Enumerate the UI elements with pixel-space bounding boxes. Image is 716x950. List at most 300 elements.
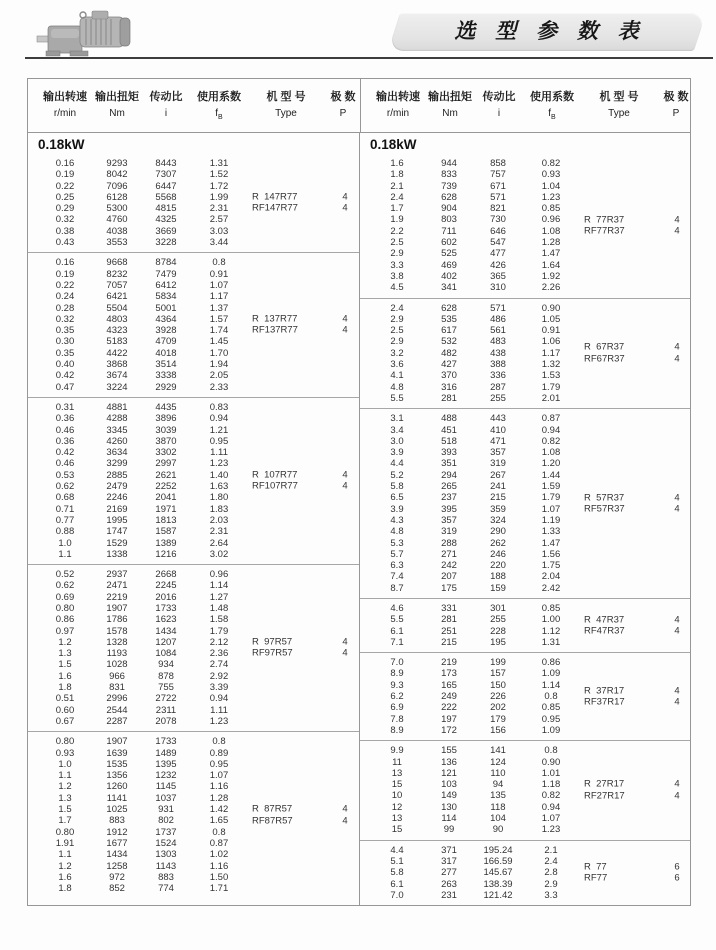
value-cell: 1.06 (541, 336, 561, 348)
value-cell: 15 (391, 779, 403, 791)
value-cell: 1489 (155, 747, 177, 759)
value-cell: 1.08 (541, 447, 561, 459)
value-cell: 3.44 (209, 237, 229, 249)
value-cell: 0.47 (55, 381, 75, 393)
value-cell: 114 (441, 813, 457, 825)
table-row (36, 849, 359, 860)
model-block (360, 652, 690, 740)
table-row (368, 382, 690, 393)
value-cell: 2.26 (541, 282, 561, 294)
value-cell: 1.1 (58, 849, 72, 861)
value-cell: 6447 (155, 180, 177, 192)
value-cell: 8784 (155, 257, 177, 269)
value-cell: 1434 (155, 625, 177, 637)
value-cell: 0.51 (55, 693, 75, 705)
value-cell: 231 (441, 889, 457, 901)
value-cell: 267 (490, 469, 506, 481)
value-cell: 4288 (106, 413, 128, 425)
value-cell: 141 (490, 745, 506, 757)
value-cell: 1141 (106, 792, 128, 804)
table-row (36, 348, 359, 359)
value-cell: 0.32 (55, 214, 75, 226)
value-cell: 3674 (106, 370, 128, 382)
value-cell: 0.96 (209, 569, 229, 581)
value-cell: 4.1 (390, 370, 404, 382)
column-header-cn: 机 型 号 (266, 91, 306, 103)
table-row (36, 614, 359, 625)
value-cell: 2.4 (390, 191, 404, 203)
table-header-right (360, 79, 693, 132)
value-cell: 3.2 (390, 347, 404, 359)
value-cell: 0.77 (55, 514, 75, 526)
value-cell: 1535 (106, 758, 128, 770)
table-row (368, 248, 690, 259)
value-cell: 535 (441, 313, 457, 325)
pole-count: 4 4 (342, 469, 348, 493)
table-row (368, 657, 690, 668)
value-cell: 0.19 (55, 268, 75, 280)
column-header-unit: $f_B$ (215, 108, 223, 121)
value-cell: 195.24 (483, 844, 513, 856)
value-cell: 6128 (106, 191, 128, 203)
model-type: R 67R37 RF67R37 (584, 342, 625, 365)
value-cell: 1037 (155, 792, 177, 804)
value-cell: 1.80 (209, 492, 229, 504)
value-cell: 1303 (155, 849, 177, 861)
column-header-cn: 使用系数 (197, 91, 241, 103)
column-header (246, 88, 326, 121)
table-row (368, 370, 690, 381)
model-block (28, 154, 359, 252)
value-cell: 4.8 (390, 381, 404, 393)
value-cell: 2668 (155, 569, 177, 581)
table-row (368, 614, 690, 625)
pole-count: 6 6 (674, 861, 680, 884)
value-cell: 3.9 (390, 447, 404, 459)
value-cell: 0.94 (209, 693, 229, 705)
value-cell: 426 (490, 259, 506, 271)
value-cell: 1.23 (209, 715, 229, 727)
value-cell: 477 (490, 248, 506, 260)
value-cell: 2.31 (209, 203, 229, 215)
value-cell: 4435 (155, 401, 177, 413)
value-cell: 1395 (155, 758, 177, 770)
value-cell: 7096 (106, 180, 128, 192)
table-row (36, 759, 359, 770)
value-cell: 0.31 (55, 401, 75, 413)
value-cell: 1.8 (58, 682, 72, 694)
table-body (28, 133, 690, 906)
column-header-unit: $f_B$ (548, 108, 556, 121)
value-cell: 179 (490, 713, 506, 725)
value-cell: 4422 (106, 347, 128, 359)
value-cell: 1.08 (541, 225, 561, 237)
value-cell: 0.82 (541, 790, 561, 802)
value-cell: 2.1 (544, 844, 558, 856)
table-row (36, 569, 359, 580)
value-cell: 1.47 (541, 537, 561, 549)
table-row (368, 560, 690, 571)
value-cell: 251 (441, 625, 457, 637)
value-cell: 1143 (155, 860, 177, 872)
value-cell: 2.8 (544, 867, 558, 879)
value-cell: 4364 (155, 313, 177, 325)
value-cell: 2.33 (209, 381, 229, 393)
pole-count: 4 4 (342, 313, 348, 337)
value-cell: 488 (441, 413, 457, 425)
value-cell: 858 (490, 158, 506, 169)
value-cell: 0.62 (55, 580, 75, 592)
table-row (368, 282, 690, 293)
table-row (36, 237, 359, 248)
table-row (36, 705, 359, 716)
value-cell: 2.4 (544, 855, 558, 867)
value-cell: 281 (441, 614, 457, 626)
value-cell: 4709 (155, 336, 177, 348)
value-cell: 1578 (106, 625, 128, 637)
value-cell: 471 (490, 435, 506, 447)
value-cell: 2.92 (209, 670, 229, 682)
value-cell: 1.92 (541, 270, 561, 282)
value-cell: 7057 (106, 279, 128, 291)
value-cell: 6.9 (390, 702, 404, 714)
table-row (36, 492, 359, 503)
value-cell: 6421 (106, 291, 128, 303)
value-cell: 4.3 (390, 514, 404, 526)
value-cell: 0.94 (209, 413, 229, 425)
value-cell: 1.07 (209, 770, 229, 782)
table-row (368, 271, 690, 282)
value-cell: 2.9 (390, 248, 404, 260)
value-cell: 1207 (155, 636, 177, 648)
value-cell: 878 (158, 670, 174, 682)
value-cell: 331 (441, 602, 457, 614)
page-title-banner (394, 13, 700, 51)
table-row (36, 169, 359, 180)
value-cell: 135 (490, 790, 506, 802)
value-cell: 5.8 (390, 867, 404, 879)
table-row (368, 158, 690, 169)
column-header-unit: i (497, 108, 501, 119)
value-cell: 3634 (106, 447, 128, 459)
value-cell: 8042 (106, 169, 128, 181)
column-header (140, 88, 192, 121)
value-cell: 3.8 (390, 270, 404, 282)
value-cell: 3669 (155, 225, 177, 237)
column-header-cn: 机 型 号 (599, 91, 639, 103)
value-cell: 831 (109, 682, 125, 694)
value-cell: 3514 (155, 359, 177, 371)
value-cell: 1.83 (209, 503, 229, 515)
value-cell: 173 (441, 668, 457, 680)
value-cell: 3302 (155, 447, 177, 459)
value-cell: 0.42 (55, 370, 75, 382)
value-cell: 1193 (106, 648, 128, 660)
value-cell: 1.11 (210, 447, 228, 459)
table-header-left (28, 79, 360, 132)
table-row (368, 702, 690, 713)
column-header (525, 88, 579, 121)
value-cell: 1.07 (541, 813, 561, 825)
table-row (368, 538, 690, 549)
value-cell: 2.05 (209, 370, 229, 382)
value-cell: 2.2 (390, 225, 404, 237)
value-cell: 2479 (106, 481, 128, 493)
value-cell: 5.5 (390, 614, 404, 626)
value-cell: 1.5 (58, 659, 72, 671)
value-cell: 290 (490, 526, 506, 538)
value-cell: 1028 (106, 659, 128, 671)
value-cell: 4260 (106, 435, 128, 447)
value-cell: 0.80 (55, 826, 75, 838)
value-cell: 0.30 (55, 336, 75, 348)
value-cell: 1.58 (209, 614, 229, 626)
value-cell: 1.72 (209, 180, 229, 192)
value-cell: 1.1 (58, 548, 72, 560)
value-cell: 730 (490, 214, 506, 226)
value-cell: 0.95 (541, 713, 561, 725)
value-cell: 0.22 (55, 180, 75, 192)
value-cell: 3.9 (390, 503, 404, 515)
value-cell: 1.1 (58, 770, 72, 782)
value-cell: 1.7 (58, 815, 72, 827)
value-cell: 7.4 (390, 571, 404, 583)
value-cell: 1.07 (541, 503, 561, 515)
table-row (368, 626, 690, 637)
value-cell: 124 (490, 756, 506, 768)
value-cell: 1.05 (541, 313, 561, 325)
value-cell: 2929 (155, 381, 177, 393)
value-cell: 121 (441, 767, 457, 779)
value-cell: 5300 (106, 203, 128, 215)
value-cell: 0.95 (209, 758, 229, 770)
value-cell: 15 (391, 824, 403, 836)
column-header-cn: 输出扭矩 (428, 91, 472, 103)
value-cell: 0.80 (55, 602, 75, 614)
column-header (192, 88, 246, 121)
table-row (368, 192, 690, 203)
value-cell: 1.3 (58, 792, 72, 804)
value-cell: 0.82 (541, 435, 561, 447)
table-row (368, 470, 690, 481)
value-cell: 0.90 (541, 302, 561, 314)
table-row (368, 481, 690, 492)
value-cell: 1.6 (390, 158, 404, 169)
value-cell: 0.86 (541, 657, 561, 669)
value-cell: 1747 (106, 526, 128, 538)
value-cell: 2997 (155, 458, 177, 470)
value-cell: 90 (492, 824, 504, 836)
value-cell: 451 (441, 424, 457, 436)
value-cell: 482 (441, 347, 457, 359)
value-cell: 1.2 (58, 860, 72, 872)
value-cell: 1145 (155, 781, 177, 793)
table-row (36, 370, 359, 381)
value-cell: 1.99 (209, 191, 229, 203)
value-cell: 1.01 (541, 767, 561, 779)
value-cell: 0.94 (541, 424, 561, 436)
value-cell: 159 (490, 582, 506, 594)
value-cell: 13 (391, 813, 403, 825)
value-cell: 3928 (155, 325, 177, 337)
value-cell: 852 (109, 883, 125, 895)
value-cell: 1.02 (209, 849, 229, 861)
value-cell: 1907 (106, 736, 128, 748)
value-cell: 883 (109, 815, 125, 827)
table-row (36, 693, 359, 704)
model-type: R 57R37 RF57R37 (584, 492, 625, 515)
value-cell: 0.80 (55, 736, 75, 748)
value-cell: 6.5 (390, 492, 404, 504)
value-cell: 2.9 (390, 313, 404, 325)
value-cell: 1232 (155, 770, 177, 782)
value-cell: 5001 (155, 302, 177, 314)
table-row (36, 838, 359, 849)
value-cell: 1258 (106, 860, 128, 872)
value-cell: 2219 (106, 591, 128, 603)
value-cell: 3.3 (544, 889, 558, 901)
value-cell: 5.2 (390, 469, 404, 481)
value-cell: 1.31 (541, 636, 561, 648)
value-cell: 2621 (155, 469, 177, 481)
value-cell: 2078 (155, 715, 177, 727)
value-cell: 525 (441, 248, 457, 260)
value-cell: 1.14 (209, 580, 229, 592)
value-cell: 2287 (106, 715, 128, 727)
pole-count: 4 4 (342, 636, 348, 660)
table-row (368, 504, 690, 515)
table-row (368, 668, 690, 679)
value-cell: 0.85 (541, 702, 561, 714)
table-row (368, 237, 690, 248)
value-cell: 288 (441, 537, 457, 549)
table-row (368, 714, 690, 725)
table-row (36, 592, 359, 603)
model-block (28, 564, 359, 731)
table-row (36, 682, 359, 693)
value-cell: 199 (490, 657, 506, 669)
table-row (36, 181, 359, 192)
table-row (36, 447, 359, 458)
value-cell: 1.40 (209, 469, 229, 481)
value-cell: 3299 (106, 458, 128, 470)
value-cell: 4.8 (390, 526, 404, 538)
value-cell: 277 (441, 867, 457, 879)
table-row (36, 872, 359, 883)
value-cell: 1.45 (209, 336, 229, 348)
value-cell: 2722 (155, 693, 177, 705)
value-cell: 1.50 (209, 871, 229, 883)
value-cell: 2.1 (390, 180, 404, 192)
column-header-cn: 传动比 (482, 91, 516, 103)
value-cell: 7.1 (390, 636, 404, 648)
table-row (36, 336, 359, 347)
value-cell: 532 (441, 336, 457, 348)
value-cell: 9293 (106, 158, 128, 169)
model-type: R 77 RF77 (584, 861, 608, 884)
value-cell: 1.59 (541, 481, 561, 493)
value-cell: 1.74 (209, 325, 229, 337)
table-row (36, 827, 359, 838)
value-cell: 188 (490, 571, 506, 583)
value-cell: 145.67 (483, 867, 513, 879)
column-header-unit: Nm (109, 108, 125, 119)
value-cell: 175 (441, 582, 457, 594)
column-header-unit: i (164, 108, 168, 119)
value-cell: 1.28 (209, 792, 229, 804)
column-header-unit: Nm (442, 108, 458, 119)
value-cell: 1.17 (209, 291, 229, 303)
table-row (368, 203, 690, 214)
value-cell: 1.16 (209, 781, 229, 793)
value-cell: 0.16 (55, 158, 75, 169)
value-cell: 242 (441, 560, 457, 572)
value-cell: 157 (490, 668, 506, 680)
value-cell: 6.3 (390, 560, 404, 572)
value-cell: 5.7 (390, 548, 404, 560)
pole-count: 4 4 (674, 214, 680, 237)
value-cell: 774 (158, 883, 174, 895)
table-row (368, 813, 690, 824)
value-cell: 316 (441, 381, 457, 393)
column-header-cn: 使用系数 (530, 91, 574, 103)
value-cell: 0.94 (541, 801, 561, 813)
table-row (36, 359, 359, 370)
value-cell: 5568 (155, 191, 177, 203)
value-cell: 3224 (106, 381, 128, 393)
value-cell: 2245 (155, 580, 177, 592)
value-cell: 972 (109, 871, 125, 883)
value-cell: 0.35 (55, 325, 75, 337)
column-header-cn: 极 数 (663, 91, 689, 103)
value-cell: 1.0 (58, 758, 72, 770)
value-cell: 1.9 (390, 214, 404, 226)
table-row (368, 768, 690, 779)
table-column-right (359, 133, 690, 906)
value-cell: 172 (441, 724, 457, 736)
value-cell: 1907 (106, 602, 128, 614)
value-cell: 2996 (106, 693, 128, 705)
table-row (36, 648, 359, 659)
table-row (36, 580, 359, 591)
value-cell: 1.71 (209, 883, 229, 895)
value-cell: 4.5 (390, 282, 404, 294)
model-block (360, 298, 690, 409)
table-row (368, 336, 690, 347)
value-cell: 110 (490, 767, 506, 779)
value-cell: 371 (441, 844, 457, 856)
value-cell: 0.24 (55, 291, 75, 303)
value-cell: 3553 (106, 237, 128, 249)
model-block (360, 598, 690, 652)
value-cell: 9668 (106, 257, 128, 269)
value-cell: 3338 (155, 370, 177, 382)
value-cell: 3.3 (390, 259, 404, 271)
value-cell: 1.09 (541, 724, 561, 736)
value-cell: 1733 (155, 602, 177, 614)
table-row (36, 402, 359, 413)
value-cell: 1.6 (58, 670, 72, 682)
table-row (368, 425, 690, 436)
value-cell: 1639 (106, 747, 128, 759)
table-row (368, 691, 690, 702)
value-cell: 1912 (106, 826, 128, 838)
value-cell: 7.0 (390, 657, 404, 669)
table-row (36, 470, 359, 481)
value-cell: 0.25 (55, 191, 75, 203)
value-cell: 1.53 (541, 370, 561, 382)
value-cell: 7.0 (390, 889, 404, 901)
